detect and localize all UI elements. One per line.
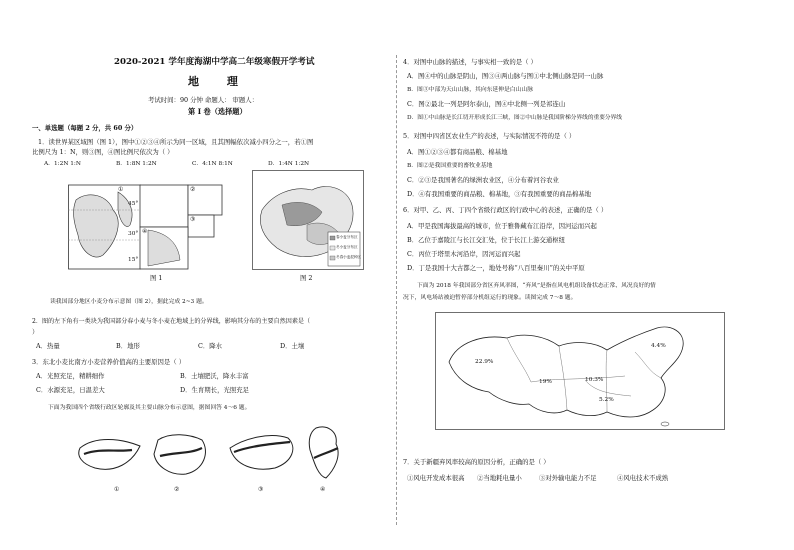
q7-statement-1: ①风电开发成本很高 (407, 474, 465, 482)
q1-text-line2: 比例尺为 1：N，则③图，④图比例尺依次为（ ） (32, 148, 174, 156)
figure-2-map (252, 170, 364, 270)
q1-option-c: C．4:1N 8:1N (192, 161, 233, 167)
q3-text: 3．东北小麦比南方小麦营养价值高的主要原因是（ ） (32, 358, 186, 366)
section-heading: 一、单选题（每题 2 分，共 60 分） (32, 124, 138, 132)
q6-option-d: D．丁是我国十大古都之一，地处号称“八百里秦川”的关中平原 (407, 264, 585, 272)
subject-title: 地 理 (188, 75, 250, 88)
q6-option-b: B．乙位于嘉陵江与长江交汇处，位于长江上游交通枢纽 (407, 236, 566, 244)
exam-title: 2020-2021 学年度海湖中学高二年级寒假开学考试 (114, 57, 315, 67)
province-outlines (70, 418, 360, 498)
right-column (403, 0, 773, 550)
column-divider (396, 55, 397, 525)
figure-1-label: 图 1 (150, 274, 163, 282)
q6-option-c: C．丙位于塔里木河沿岸，因河运而兴起 (407, 250, 521, 258)
q5-text: 5．对图中四省区农业生产的表述，与实际情况不符的是（ ） (403, 132, 576, 140)
q4-text: 4．对图中山脉的描述，与事实相一致的是（ ） (403, 58, 537, 66)
rate-hebei: 5.2% (599, 397, 614, 403)
figure-2-label: 图 2 (300, 274, 313, 282)
passage-1: 读我国部分地区小麦分布示意图（图 2），据此完成 2~3 题。 (50, 299, 208, 305)
q5-option-d: D．④有我国重要的商品粮、棉基地，③有我国重要的商品棉基地 (407, 190, 592, 198)
rate-xinjiang: 22.9% (475, 359, 494, 365)
province-1-label: ① (114, 487, 120, 493)
q2-text-line2: ） (32, 328, 39, 336)
exam-meta: 考试时间：90 分钟 命题人： 审题人： (148, 96, 259, 104)
fig1-mark-4: ④ (142, 229, 148, 235)
q3-option-d: D．生育期长，光照充足 (180, 386, 250, 394)
passage-3-line2: 况下，风电场站被迫暂停部分机组运行的现象。读图完成 7～8 题。 (403, 295, 577, 301)
q5-option-c: C．②③是我国著名的绿洲农业区，④分布着河谷农业 (407, 176, 559, 184)
rate-neimenggu: 10.3% (585, 377, 604, 383)
province-2-label: ② (174, 487, 180, 493)
q5-option-a: A．图①②③④都有商品粮、棉基地 (407, 148, 508, 156)
q6-option-a: A．甲是我国海拔最高的城市，位于雅鲁藏布江沿岸，因河运而兴起 (407, 222, 597, 230)
q4-option-d: D．图①中山脉是长江切开形成长江三峡，图②中山脉是我国阶梯分界线的重要分界线 (407, 115, 622, 121)
q4-option-c: C．图②最北一列是阿尔泰山，图④中北侧一列是祁连山 (407, 100, 566, 108)
q7-statement-4: ④风电技术不成熟 (617, 474, 669, 482)
q4-option-b: B．图③中部为天山山脉，其向东延伸是白山山脉 (407, 87, 533, 93)
q1-option-a: A．1:2N 1:N (44, 161, 81, 167)
passage-3-line1: 下面为 2018 年我国部分省区弃风率图，“弃风”是指在风电机组设备状态正常、风况良好的情 (417, 283, 656, 289)
province-3-label: ③ (258, 487, 264, 493)
q2-option-b: B．地形 (116, 342, 140, 350)
q1-text-line1: 1．读世界某区域图（图 1），图中①②③④所示为同一区域，且其图幅依次减小四分之一，若①图 (38, 138, 314, 146)
rate-gansu: 19% (539, 379, 552, 385)
q2-text-full: 2．图的左下角有一类块为我国部分春小麦与冬小麦在地域上的分界线，影响其分布的主要自然因素是（ (32, 318, 311, 325)
q2-option-c: C．降水 (198, 342, 223, 350)
q7-text: 7．关于新疆弃风率较高的原因分析，正确的是（ ） (403, 458, 550, 466)
province-4-label: ④ (320, 487, 326, 493)
fig1-mark-3: ③ (190, 217, 196, 223)
q3-option-a: A．光照充足，精耕细作 (36, 372, 105, 380)
figure-1-map (68, 170, 238, 270)
rate-heilongjiang: 4.4% (651, 343, 666, 349)
q6-text: 6．对甲、乙、丙、丁四个省级行政区的行政中心的表述，正确的是（ ） (403, 206, 608, 214)
q3-option-c: C．水源充足，日温差大 (36, 386, 105, 394)
q2-option-a: A．热量 (36, 342, 60, 350)
volume-title: 第 I 卷（选择题） (188, 107, 247, 116)
left-column (30, 0, 388, 550)
fig1-lat-45: 45° (128, 201, 139, 207)
q1-option-b: B．1:8N 1:2N (116, 161, 157, 167)
q4-option-a: A．图④中的山脉是阴山，图③④两山脉与图①中北侧山脉是同一山脉 (407, 72, 604, 80)
q3-option-b: B．土壤肥沃，降水丰富 (180, 372, 249, 380)
fig1-mark-2: ② (190, 187, 196, 193)
q7-statement-2: ②当地耗电量小 (477, 474, 522, 482)
q7-statement-3: ③对外输电能力不足 (539, 474, 597, 482)
q2-option-d: D．土壤 (280, 342, 305, 350)
curtailment-rate-map (435, 312, 725, 430)
fig1-lat-15: 15° (128, 257, 139, 263)
fig2-legend-winter: 冬小麦分布区 (336, 245, 358, 249)
q1-option-d: D．1:4N 1:2N (268, 161, 310, 167)
fig1-lat-30: 30° (128, 231, 139, 237)
fig1-mark-1: ① (118, 187, 124, 193)
fig2-legend-spring: 春小麦分布区 (336, 235, 358, 239)
fig2-legend-mixed: 冬春小麦混种区 (336, 255, 362, 259)
passage-2: 下面为我国四个省级行政区轮廓及其主要山脉分布示意图，据图回答 4～6 题。 (48, 405, 251, 411)
q5-option-b: B．图②是我国重要的畜牧业基地 (407, 163, 493, 169)
